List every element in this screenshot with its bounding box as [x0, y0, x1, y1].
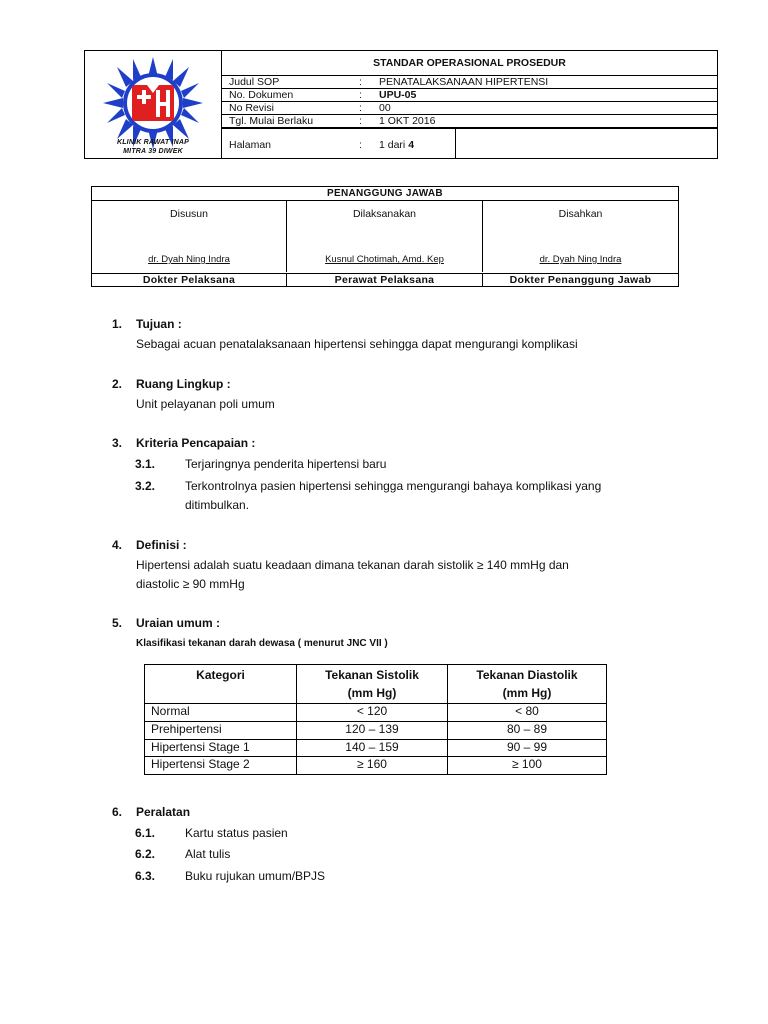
clinic-logo-icon	[101, 55, 205, 151]
info-row-revisi	[222, 102, 717, 115]
table-cell-kategori: Hipertensi Stage 1	[151, 740, 250, 754]
pj-role: Dokter Penanggung Jawab	[509, 274, 652, 286]
subsection-number: 6.3.	[135, 869, 156, 883]
subsection-text: Alat tulis	[185, 847, 231, 861]
info-label: No. Dokumen	[229, 89, 294, 101]
table-header-sistolik: Tekanan Sistolik	[325, 668, 419, 682]
clinic-name-line1: KLINIK RAWAT INAP	[116, 139, 190, 146]
subsection-number: 6.1.	[135, 826, 156, 840]
subsection-number: 6.2.	[135, 847, 156, 861]
info-value: UPU-05	[379, 89, 417, 101]
table-cell-kategori: Hipertensi Stage 2	[151, 757, 250, 771]
info-colon: :	[359, 115, 362, 127]
section-text: Sebagai acuan penatalaksanaan hipertensi sehingga dapat mengurangi komplikasi	[136, 337, 578, 351]
table-cell-sistolik: ≥ 160	[357, 757, 387, 771]
info-row-judul	[222, 76, 717, 89]
subsection-text: Kartu status pasien	[185, 826, 288, 840]
info-colon: :	[359, 139, 362, 151]
info-colon: :	[359, 89, 362, 101]
info-colon: :	[359, 102, 362, 114]
info-label: Halaman	[229, 139, 272, 151]
section-title-uraian: Uraian umum :	[136, 616, 221, 630]
section-title-tujuan: Tujuan :	[136, 317, 182, 331]
penanggung-jawab-table	[91, 186, 679, 287]
pj-col-dilaksanakan	[287, 201, 483, 272]
halaman-total: 4	[408, 139, 415, 151]
halaman-prefix: 1 dari	[379, 139, 409, 151]
info-value: 1 OKT 2016	[379, 115, 436, 127]
table-header-sistolik-unit: (mm Hg)	[347, 686, 397, 700]
subsection-number: 3.1.	[135, 457, 156, 471]
pj-name: dr. Dyah Ning Indra	[539, 254, 622, 265]
classification-table	[144, 664, 607, 775]
section-text: Unit pelayanan poli umum	[136, 397, 275, 411]
table-cell-kategori: Prehipertensi	[151, 722, 222, 736]
info-value: 00	[379, 102, 391, 114]
section-title-kriteria: Kriteria Pencapaian :	[136, 436, 256, 450]
section-number: 5.	[112, 616, 123, 630]
pj-col-disahkan	[483, 201, 678, 272]
info-label: Tgl. Mulai Berlaku	[229, 115, 314, 127]
logo-cell	[85, 51, 222, 158]
section-number: 4.	[112, 538, 123, 552]
section-number: 6.	[112, 805, 123, 819]
sop-header	[84, 50, 718, 159]
pj-name: dr. Dyah Ning Indra	[148, 254, 230, 265]
pj-title: PENANGGUNG JAWAB	[92, 187, 678, 201]
subsection-text: Buku rujukan umum/BPJS	[185, 869, 326, 883]
table-cell-diastolik: 90 – 99	[506, 740, 548, 754]
section-text-cont: diastolic ≥ 90 mmHg	[136, 577, 245, 591]
pj-role: Dokter Pelaksana	[92, 274, 287, 287]
table-cell-sistolik: 140 – 159	[345, 740, 399, 754]
section-title-ruang-lingkup: Ruang Lingkup :	[136, 377, 231, 391]
table-caption: Klasifikasi tekanan darah dewasa ( menurut JNC VII )	[136, 638, 388, 649]
pj-role-row	[92, 273, 678, 287]
table-cell-diastolik: < 80	[515, 704, 539, 718]
subsection-text-cont: ditimbulkan.	[185, 498, 250, 512]
pj-role: Perawat Pelaksana	[287, 274, 483, 287]
pj-head: Disusun	[170, 208, 208, 220]
subsection-text: Terkontrolnya pasien hipertensi sehingga mengurangi bahaya komplikasi yang	[185, 479, 602, 493]
section-number: 1.	[112, 317, 123, 331]
info-value	[379, 128, 414, 162]
table-cell-diastolik: ≥ 100	[512, 757, 542, 771]
section-title-peralatan: Peralatan	[136, 805, 191, 819]
table-cell-sistolik: < 120	[356, 704, 388, 718]
pj-col-disusun	[92, 201, 287, 272]
table-cell-diastolik: 80 – 89	[506, 722, 548, 736]
info-row-tanggal	[222, 115, 717, 128]
table-header-diastolik: Tekanan Diastolik	[476, 668, 578, 682]
info-label: No Revisi	[229, 102, 274, 114]
section-title-definisi: Definisi :	[136, 538, 187, 552]
section-number: 3.	[112, 436, 123, 450]
info-value: PENATALAKSANAAN HIPERTENSI	[379, 76, 549, 88]
subsection-number: 3.2.	[135, 479, 156, 493]
info-label: Judul SOP	[229, 76, 280, 88]
section-number: 2.	[112, 377, 123, 391]
section-text: Hipertensi adalah suatu keadaan dimana tekanan darah sistolik ≥ 140 mmHg dan	[136, 558, 569, 572]
table-header-kategori: Kategori	[196, 668, 245, 682]
table-cell-sistolik: 120 – 139	[345, 722, 399, 736]
info-row-dokumen	[222, 89, 717, 102]
pj-head: Dilaksanakan	[352, 208, 417, 220]
document-title: STANDAR OPERASIONAL PROSEDUR	[222, 51, 717, 76]
pj-head: Disahkan	[558, 208, 603, 220]
clinic-name-line2: MITRA 39 DIWEK	[123, 148, 183, 155]
info-row-halaman	[222, 128, 717, 162]
table-cell-kategori: Normal	[151, 704, 190, 718]
subsection-text: Terjaringnya penderita hipertensi baru	[185, 457, 387, 471]
halaman-divider	[455, 128, 456, 158]
table-header-diastolik-unit: (mm Hg)	[502, 686, 552, 700]
pj-name: Kusnul Chotimah, Amd. Kep	[325, 254, 444, 265]
info-colon: :	[359, 76, 362, 88]
